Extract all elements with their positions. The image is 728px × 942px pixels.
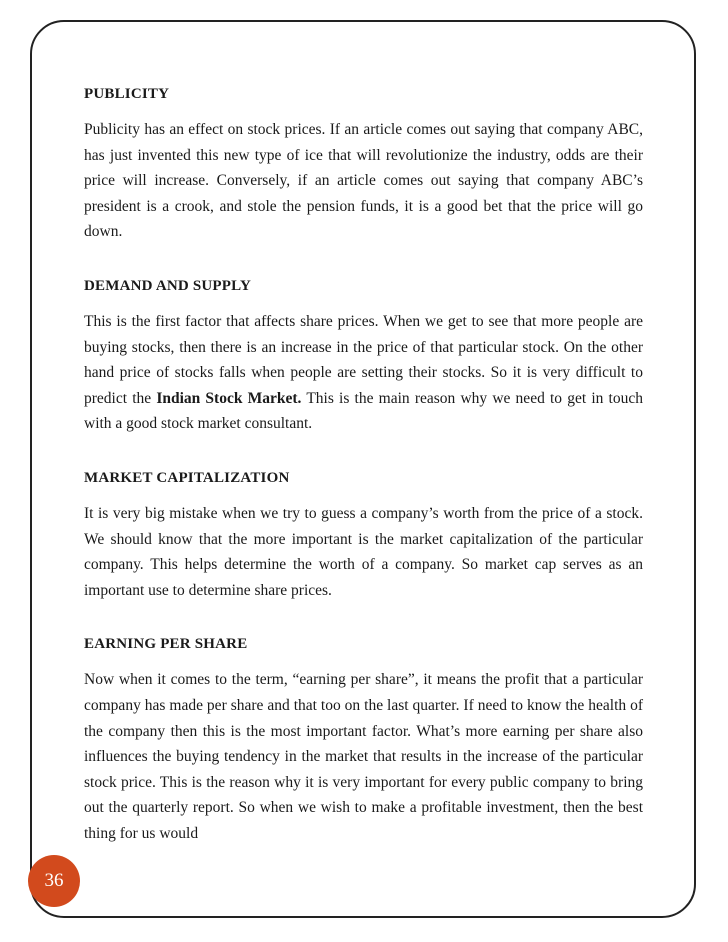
section-market-capitalization: [84, 468, 643, 603]
section-paragraph: [84, 309, 643, 437]
page-number-badge: 36: [28, 855, 80, 907]
document-body: [84, 84, 643, 877]
section-heading: MARKET CAPITALIZATION: [84, 469, 290, 486]
section-heading: PUBLICITY: [84, 86, 170, 102]
section-publicity: [84, 84, 643, 245]
bold-term: Indian Stock Market.: [156, 389, 302, 407]
section-paragraph: It is very big mistake when we try to guess a company’s worth from the price of a stock. We should know that the more important is the market capitalization of the particular company. This helps determine the worth of a company. So market cap serves as an important use to determine share prices.: [84, 504, 643, 599]
section-heading: DEMAND AND SUPPLY: [84, 277, 252, 294]
section-earning-per-share: [84, 634, 643, 846]
paragraph-text: This is the first factor that affects share prices. When we get to see that more people are buying stocks, then there is an increase in the price of that particular stock. On the other hand price of stocks falls when people are setting their stocks. So it is very difficult to predict the: [84, 312, 643, 407]
section-paragraph: Publicity has an effect on stock prices. If an article comes out saying that company ABC, has just invented this new type of ice that will revolutionize the industry, odds are their price will increase. Conversely, if an article comes out saying that company ABC’s president is a crook, and stole the pension funds, it is a good bet that the price will go down.: [84, 121, 643, 241]
section-demand-and-supply: [84, 276, 643, 437]
section-heading: EARNING PER SHARE: [84, 636, 248, 653]
paragraph-text: This is the main reason why we need to get in touch with a good stock market consultant.: [84, 389, 643, 433]
section-paragraph: Now when it comes to the term, “earning per share”, it means the profit that a particular company has made per share and that too on the last quarter. If need to know the health of the company then this is the most important factor. What’s more earning per share also influences the buying tendency in the market that results in the increase of the particular stock price. This is the reason why it is very important for every public company to bring out the quarterly report. So when we wish to make a profitable investment, then the best thing for us would: [84, 671, 643, 842]
